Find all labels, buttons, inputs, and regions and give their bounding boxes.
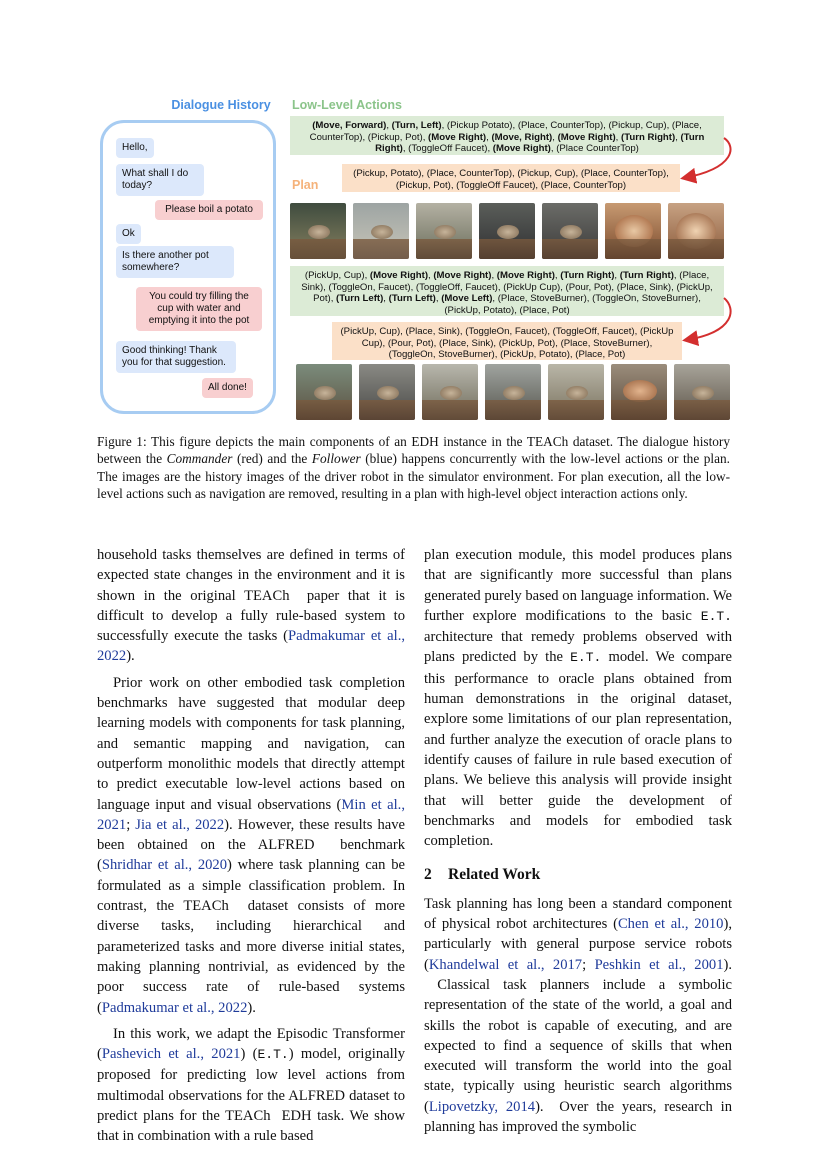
plan-box: (PickUp, Cup), (Place, Sink), (ToggleOn, Faucet), (ToggleOff, Faucet), (PickUp Cup), (Pour, Pot), (Place, Sink), (PickUp, Pot), (Place, StoveBurner), (ToggleOn, StoveBurner), (PickUp, Potato), (Place, Pot) (332, 322, 682, 360)
dialogue-bubble-follower: What shall I do today? (116, 164, 204, 196)
dialogue-bubble-follower: Good thinking! Thank you for that suggestion. (116, 341, 236, 373)
arrow-lla-to-plan (686, 298, 731, 340)
figure-1 (96, 96, 732, 421)
arrow-lla-to-plan (684, 138, 731, 178)
low-level-actions-title: Low-Level Actions (292, 98, 402, 112)
dialogue-bubble-commander: You could try filling the cup with water and emptying it into the pot (136, 287, 262, 331)
dialogue-bubble-follower: Ok (116, 224, 141, 244)
section-title: Related Work (448, 866, 541, 884)
low-level-actions-box: (Move, Forward), (Turn, Left), (Pickup Potato), (Place, CounterTop), (Pickup, Cup), (Place, CounterTop), (Pickup, Pot), (Move Right), (Move, Right), (Move Right), (Turn Right), (Turn Right), (ToggleOff Faucet), (Move Right), (Place CounterTop) (290, 116, 724, 155)
paragraph: Task planning has long been a standard component of physical robot architectures (Chen et al., 2010), particularly with general purpose service robots (Khandelwal et al., 2017; Peshkin et al., 2001). Classical task planners include a symbolic representation of the state of the world, a goal and skills the robot is capable of executing, and are expected to find a sequence of skills that when executed will transform the world into the goal state, typically using heuristic search algorithms (Lipovetzky, 2014). Over the years, research in planning has improved the symbolic (424, 895, 733, 1136)
figure-caption: Figure 1: This figure depicts the main components of an EDH instance in the TEACh dataset. The dialogue history between the Commander (red) and the Follower (blue) happens concurrently with the low-level actions or the plan. The images are the history images of the driver robot in the simulator environment. For plan execution, all the low-level actions such as navigation are removed, resulting in a plan with high-level object interaction actions only. (97, 434, 730, 502)
paragraph: In this work, we adapt the Episodic Transformer (Pashevich et al., 2021) (E.T.) model, originally proposed for predicting low level actions from multimodal observations for the ALFRED dataset to predict plans for the TEACh EDH task. We show that in combination with a rule based (97, 1025, 406, 1145)
paragraph: household tasks themselves are defined in terms of expected state changes in the environment and it is shown in the original TEACh paper that it is difficult to develop a fully rule-based system to successfully execute the tasks (Padmakumar et al., 2022). (97, 547, 405, 665)
plan-box: (Pickup, Potato), (Place, CounterTop), (Pickup, Cup), (Place, CounterTop), (Pickup, Pot), (ToggleOff Faucet), (Place, CounterTop) (342, 164, 680, 192)
plan-derivation-arrows (96, 96, 732, 421)
dialogue-bubble-follower: Hello, (116, 138, 154, 158)
section-heading (424, 865, 732, 885)
dialogue-bubble-commander: All done! (202, 378, 253, 398)
paragraph: plan execution module, this model produces plans that are significantly more successful than plans generated purely based on language information. We further explore modifications to the basic E.T. architecture that remedy problems observed with plans predicted by the E.T. model. We compare this performance to oracle plans obtained from human demonstrations in the original dataset, explore some limitations of our plan representation, and further analyze the execution of oracle plans to identify causes of failure in rule based execution of plans. We believe this analysis will provide insight that will better guide the development of benchmarks and models for embodied task completion. (424, 547, 732, 850)
paragraph: Prior work on other embodied task completion benchmarks have suggested that modular deep learning models with components for task planning, and semantic mapping and navigation, can outperform monolithic models that directly attempt to predict executable low-level actions based on language input and visual observations (Min et al., 2021; Jia et al., 2022). However, these results have been obtained on the ALFRED benchmark (Shridhar et al., 2020) where task planning can be formulated as a simple classification problem. In contrast, the TEACh dataset consists of more diverse tasks, including hierarchical and parameterized tasks and more diverse initial states, making planning nontrivial, as evidenced by the poor success rate of rule-based systems (Padmakumar et al., 2022). (97, 674, 405, 1016)
plan-title: Plan (292, 178, 319, 192)
low-level-actions-box: (PickUp, Cup), (Move Right), (Move Right), (Move Right), (Turn Right), (Turn Right), (Place, Sink), (ToggleOn, Faucet), (ToggleOff, Faucet), (PickUp Cup), (Pour, Pot), (Place, Sink), (PickUp, Pot), (Turn Left), (Turn Left), (Move Left), (Place, StoveBurner), (ToggleOn, StoveBurner), (PickUp, Potato), (Place, Pot) (290, 266, 724, 316)
section-number: 2 (424, 866, 432, 884)
dialogue-history-title: Dialogue History (171, 98, 271, 112)
dialogue-bubble-commander: Please boil a potato (155, 200, 263, 220)
left-column (97, 545, 405, 1147)
dialogue-bubble-follower: Is there another pot somewhere? (116, 246, 234, 278)
right-column (424, 545, 732, 1137)
